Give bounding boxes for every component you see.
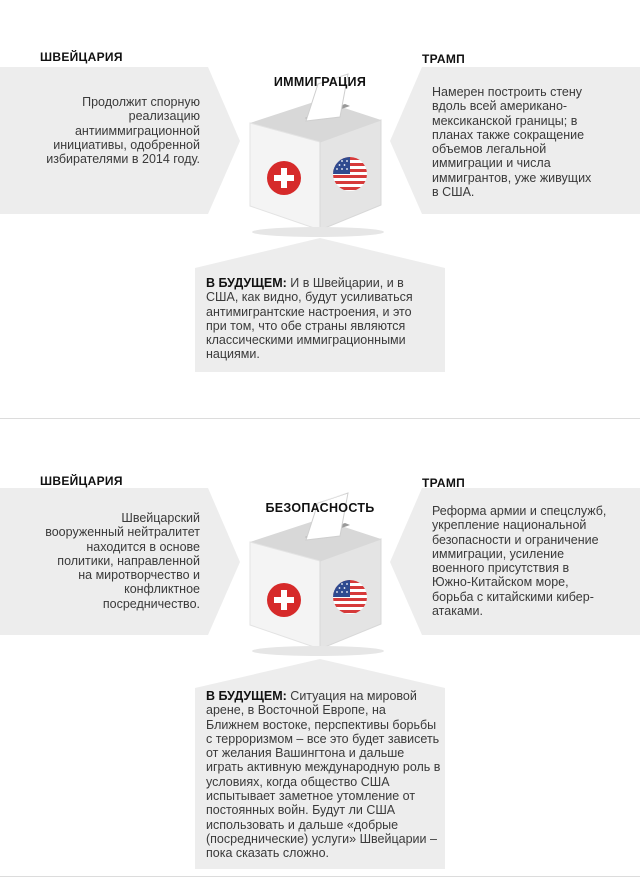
security-section [0,419,640,882]
topic-title: БЕЗОПАСНОСТЬ [265,501,375,515]
future-text-block [206,689,442,861]
future-label: В БУДУЩЕМ: [206,689,287,703]
immigration-section [0,0,640,418]
trump-position-text: Намерен построить стену вдоль всей американо-мексиканской границы; в планах также сокращение объемов легальной иммиграции и числа иммигрантов, уже живущих в США. [432,85,592,200]
future-text: И в Швейцарии, и в США, как видно, будут усиливаться антимигрантские настроения, и это при том, что обе страны являются классическими иммиграционными нациями. [206,276,413,362]
us-flag-icon [333,157,367,191]
right-label: ТРАМП [422,476,466,490]
future-text: Ситуация на мировой арене, в Восточной Европе, на Ближнем востоке, перспективы борьбы с терроризмом – все это будет зависеть от желания Вашингтона и дальше играть активную международную роль в условиях, когда общество США испытывает заметное утомление от постоянных войн. Будут ли США использовать и дальше «добрые (посреднические) услуги» Швейцарии – пока сказать сложно. [206,689,441,861]
ballot-box-icon [250,493,384,656]
swiss-flag-icon [267,583,301,617]
left-label: ШВЕЙЦАРИЯ [40,50,123,64]
right-label: ТРАМП [422,52,466,66]
future-text-block [206,276,428,362]
bottom-divider [0,876,640,877]
swiss-position-text: Продолжит спорную реализацию антииммиграционной инициативы, одобренной избирателями в 2014 году. [46,95,200,167]
swiss-position-text: Швейцарский вооруженный нейтралитет находится в основе политики, направленной на миротворчество и конфликтное посредничество. [45,511,200,611]
left-label: ШВЕЙЦАРИЯ [40,474,123,488]
us-flag-icon [333,580,367,614]
ballot-box-icon [250,74,384,237]
trump-position-text: Реформа армии и спецслужб, укрепление национальной безопасности и ограничение иммиграции, усиление военного присутствия в Южно-Китайском море, борьба с китайскими кибер-атаками. [432,504,607,619]
future-label: В БУДУЩЕМ: [206,276,287,290]
swiss-flag-icon [267,161,301,195]
topic-title: ИММИГРАЦИЯ [273,75,367,89]
